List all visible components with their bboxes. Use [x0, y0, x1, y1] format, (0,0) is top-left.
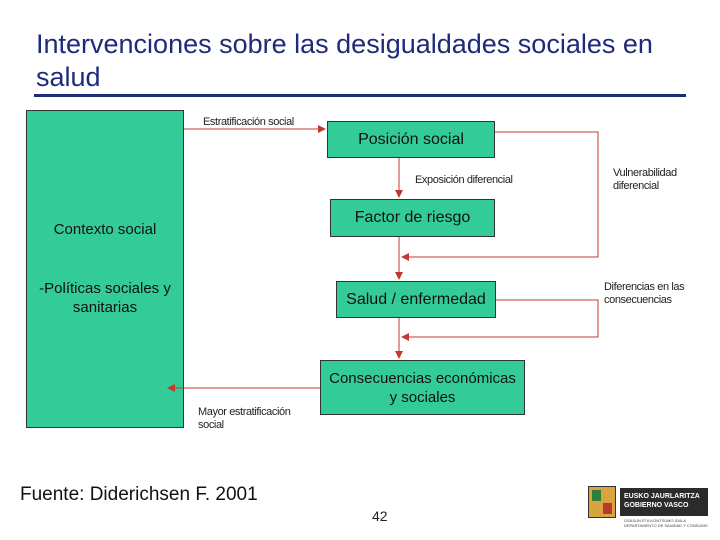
gobierno-vasco-logo	[584, 484, 712, 538]
context-label-line1: Contexto social	[53, 221, 157, 238]
logo-line1: EUSKO JAURLARITZA	[624, 493, 700, 500]
page-number: 42	[372, 508, 388, 524]
logo-sub2: DEPARTAMENTO DE SANIDAD Y CONSUMO	[624, 523, 708, 528]
source-citation: Fuente: Diderichsen F. 2001	[20, 484, 258, 505]
logo-line2: GOBIERNO VASCO	[624, 502, 689, 509]
mayor-estratificacion-line1: Mayor estratificación	[198, 406, 291, 418]
mayor-estratificacion-line2: social	[198, 419, 224, 431]
posicion-social-label: Posición social	[358, 130, 464, 148]
consecuencias-label-line1: Consecuencias económicas	[329, 369, 516, 387]
estratificacion-label: Estratificación social	[203, 116, 294, 128]
vulnerabilidad-line1: Vulnerabilidad	[613, 167, 677, 179]
logo-banner	[620, 488, 708, 516]
slide-title: Intervenciones sobre las desigualdades sociales en salud	[36, 29, 653, 92]
policies-label-line2: sanitarias	[72, 299, 138, 316]
logo-sub1: OSASUN ETA KONTSUMO SAILA	[624, 518, 686, 523]
diferencias-line2: consecuencias	[604, 294, 672, 306]
exposicion-label: Exposición diferencial	[415, 174, 513, 186]
vulnerabilidad-line	[402, 132, 598, 257]
consecuencias-label-line2: y sociales	[389, 388, 456, 406]
diferencias-line1: Diferencias en las	[604, 281, 685, 293]
policies-label-line1: -Políticas sociales y	[39, 280, 171, 297]
vulnerabilidad-line2: diferencial	[613, 180, 659, 192]
salud-enfermedad-label: Salud / enfermedad	[346, 290, 486, 308]
factor-riesgo-label: Factor de riesgo	[354, 209, 471, 226]
logo-subtext	[624, 518, 708, 528]
coat-of-arms-icon	[588, 486, 616, 518]
diferencias-line	[402, 300, 598, 337]
